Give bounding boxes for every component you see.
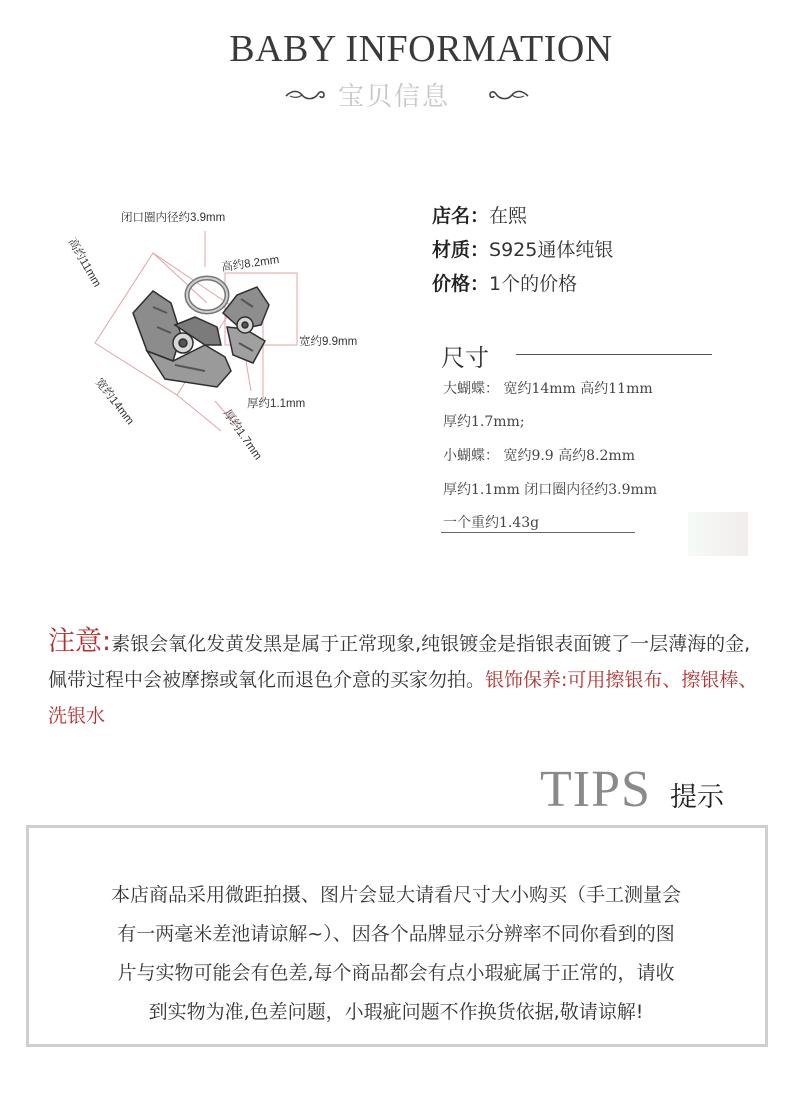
shop-value: 在熙 xyxy=(489,205,528,227)
price-value: 1个的价格 xyxy=(489,273,578,295)
size-title: 尺寸 xyxy=(441,344,489,372)
tips-line: 有一两毫米差池请谅解~）、因各个品牌显示分辨率不同你看到的图 xyxy=(117,923,675,945)
tips-line: 本店商品采用微距拍摄、图片会显大请看尺寸大小购买（手工测量会 xyxy=(110,884,681,906)
size-divider xyxy=(516,354,712,355)
ring-icon xyxy=(187,278,227,312)
label-small-height: 高约8.2mm xyxy=(220,253,281,274)
faded-watermark xyxy=(688,512,748,556)
label-ring-diameter: 闭口圈内径约3.9mm xyxy=(121,212,226,224)
shop-row xyxy=(432,201,527,228)
note-care: 银饰保养:可用擦银布、擦银棒、洗银水 xyxy=(48,669,758,727)
label-big-height: 高约11mm xyxy=(65,236,103,290)
label-small-thickness: 厚约1.1mm xyxy=(247,398,306,410)
material-row xyxy=(432,235,613,262)
tips-title: TIPS xyxy=(540,761,651,818)
size-line: 厚约1.1mm 闭口圈内径约3.9mm xyxy=(443,482,658,498)
note-label: 注意: xyxy=(48,626,112,657)
size-line: 小蝴蝶： 宽约9.9 高约8.2mm xyxy=(443,448,635,464)
small-butterfly-icon xyxy=(223,287,269,363)
size-line: 厚约1.7mm; xyxy=(443,414,525,430)
weight-line: 一个重约1.43g xyxy=(443,515,540,531)
size-line: 大蝴蝶： 宽约14mm 高约11mm xyxy=(443,381,653,397)
material-label: 材质： xyxy=(432,239,490,261)
tips-line: 片与实物可能会有色差,每个商品都会有点小瑕疵属于正常的，请收 xyxy=(117,962,675,984)
material-value: S925通体纯银 xyxy=(489,239,614,261)
page-subtitle: 宝贝信息 xyxy=(338,82,451,112)
price-row xyxy=(432,269,577,296)
subtitle-row xyxy=(280,76,520,116)
page-title: BABY INFORMATION xyxy=(229,28,613,70)
label-small-width: 宽约9.9mm xyxy=(299,336,358,348)
label-big-thickness: 厚约1.7mm xyxy=(220,407,264,463)
care-note xyxy=(48,624,760,734)
tips-title-cn: 提示 xyxy=(670,782,724,813)
shop-label: 店名： xyxy=(432,205,490,227)
tips-line: 到实物为准,色差问题，小瑕疵问题不作换货依据,敬请谅解! xyxy=(148,1001,644,1023)
note-text: 素银会氧化发黄发黑是属于正常现象,纯银镀金是指银表面镀了一层薄海的金,佩带过程中会被摩擦或氧化而退色介意的买家勿拍。 xyxy=(48,633,751,691)
label-big-width: 宽约14mm xyxy=(92,376,136,428)
right-swirl-icon xyxy=(482,88,530,104)
product-diagram xyxy=(55,195,385,475)
big-butterfly-icon xyxy=(133,291,231,387)
price-label: 价格： xyxy=(432,273,490,295)
weight-underline xyxy=(441,532,635,533)
left-swirl-icon xyxy=(284,88,332,104)
tips-text xyxy=(60,876,732,1032)
